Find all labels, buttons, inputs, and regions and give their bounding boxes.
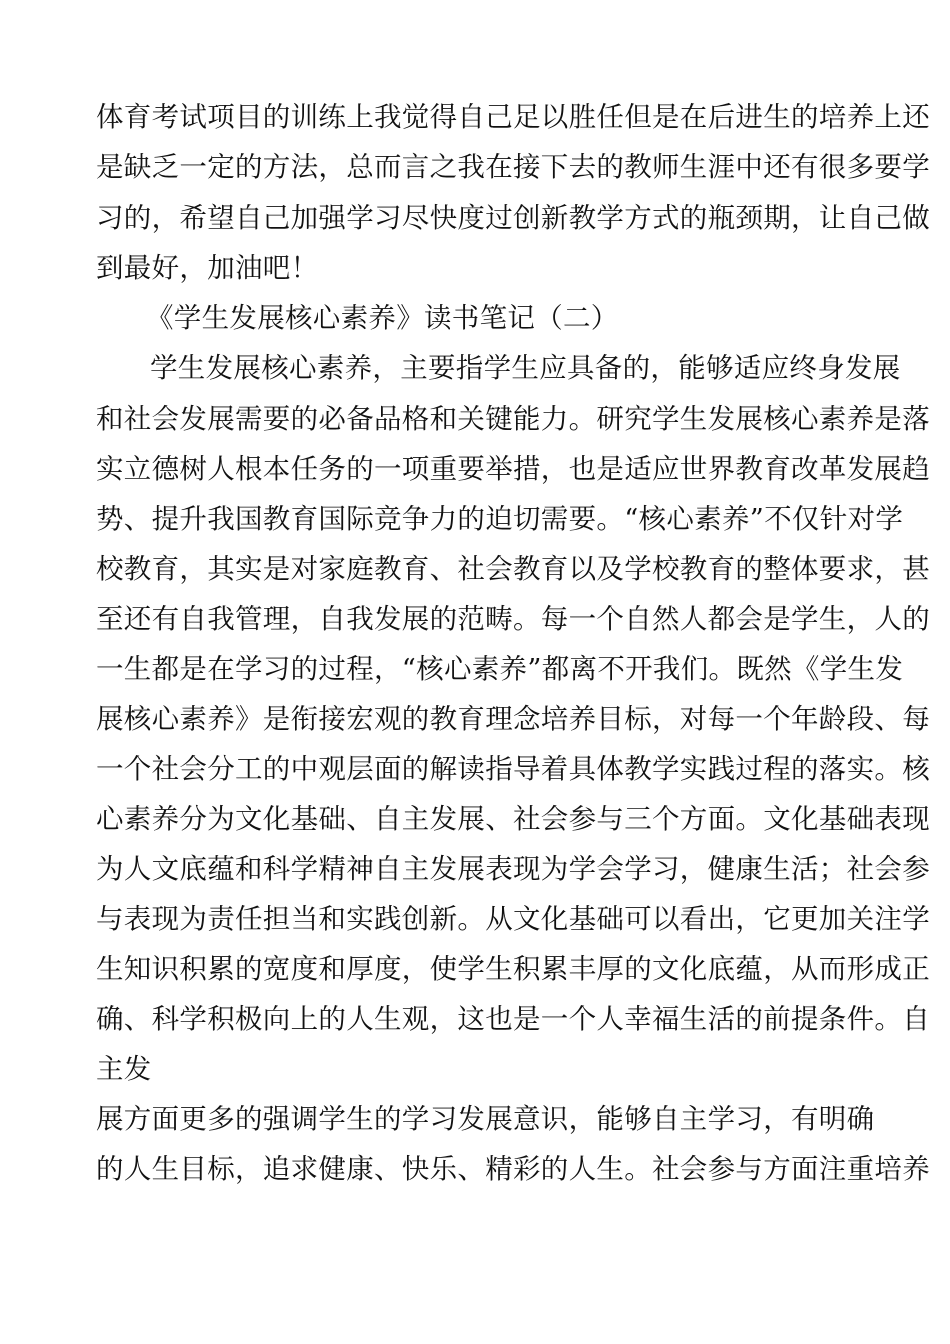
text-line: 至还有自我管理，自我发展的范畴。每一个自然人都会是学生，人的 bbox=[96, 603, 930, 635]
text-line: 实立德树人根本任务的一项重要举措，也是适应世界教育改革发展趋 bbox=[96, 453, 930, 485]
text-line: 一个社会分工的中观层面的解读指导着具体教学实践过程的落实。核 bbox=[96, 753, 930, 785]
text-line: 势、提升我国教育国际竞争力的迫切需要。“核心素养”不仅针对学 bbox=[96, 503, 904, 535]
section-heading: 《学生发展核心素养》读书笔记（二） bbox=[146, 302, 619, 334]
text-line: 学生发展核心素养，主要指学生应具备的，能够适应终身发展 bbox=[150, 352, 901, 384]
text-line: 是缺乏一定的方法，总而言之我在接下去的教师生涯中还有很多要学 bbox=[96, 151, 930, 183]
text-line: 习的，希望自己加强学习尽快度过创新教学方式的瓶颈期，让自己做 bbox=[96, 202, 930, 234]
text-line: 一生都是在学习的过程，“核心素养”都离不开我们。既然《学生发 bbox=[96, 653, 904, 685]
text-line: 生知识积累的宽度和厚度，使学生积累丰厚的文化底蕴，从而形成正 bbox=[96, 953, 930, 985]
text-line: 体育考试项目的训练上我觉得自己足以胜任但是在后进生的培养上还 bbox=[96, 101, 930, 133]
text-line: 和社会发展需要的必备品格和关键能力。研究学生发展核心素养是落 bbox=[96, 403, 930, 435]
text-line: 到最好，加油吧！ bbox=[96, 252, 319, 284]
text-line: 为人文底蕴和科学精神自主发展表现为学会学习，健康生活；社会参 bbox=[96, 853, 930, 885]
text-line: 心素养分为文化基础、自主发展、社会参与三个方面。文化基础表现 bbox=[96, 803, 930, 835]
text-line: 展核心素养》是衔接宏观的教育理念培养目标，对每一个年龄段、每 bbox=[96, 703, 930, 735]
text-line: 与表现为责任担当和实践创新。从文化基础可以看出，它更加关注学 bbox=[96, 903, 930, 935]
text-line: 的人生目标，追求健康、快乐、精彩的人生。社会参与方面注重培养 bbox=[96, 1153, 930, 1185]
text-line: 主发 bbox=[96, 1053, 152, 1085]
text-line: 确、科学积极向上的人生观，这也是一个人幸福生活的前提条件。自 bbox=[96, 1003, 930, 1035]
text-line: 校教育，其实是对家庭教育、社会教育以及学校教育的整体要求，甚 bbox=[96, 553, 930, 585]
text-line: 展方面更多的强调学生的学习发展意识，能够自主学习，有明确 bbox=[96, 1103, 875, 1135]
